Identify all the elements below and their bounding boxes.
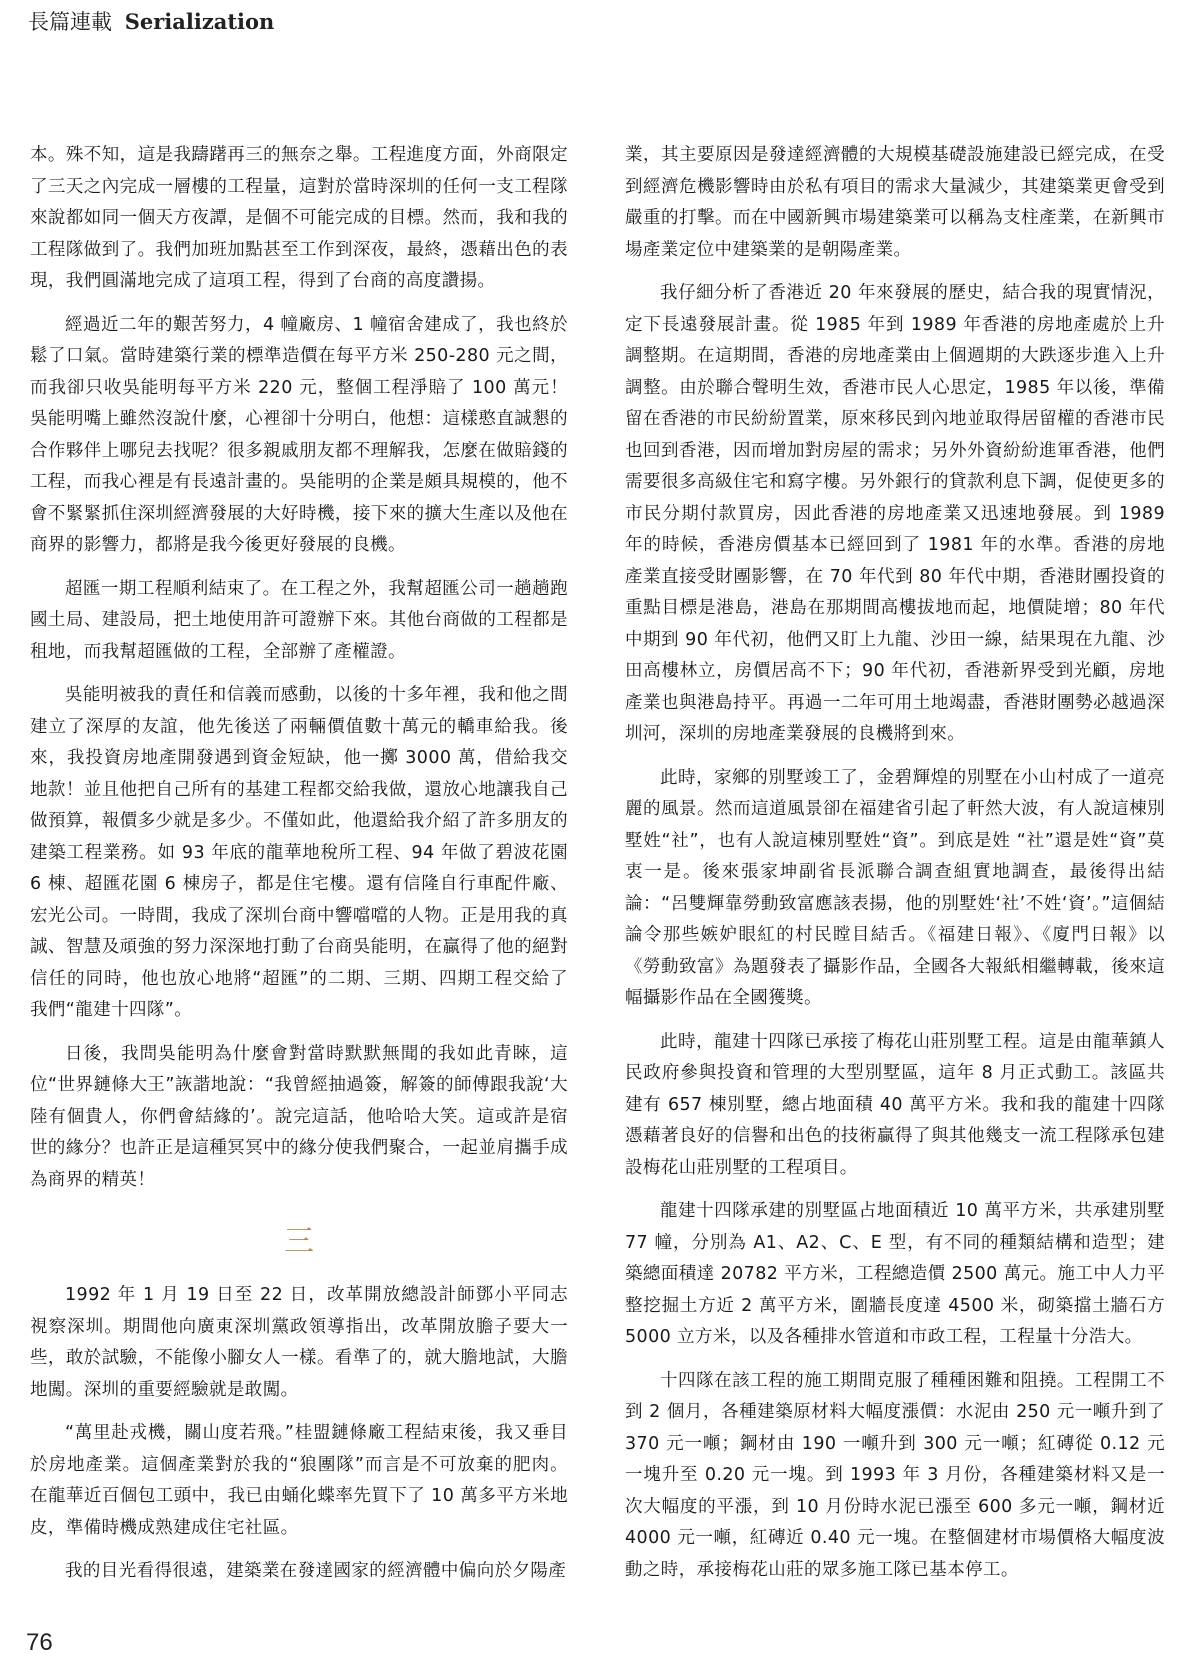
- paragraph: “萬里赴戎機，關山度若飛。”桂盟鏈條廠工程結束後，我又垂目於房地產業。這個產業對於我的“狼團隊”而言是不可放棄的肥肉。在龍華近百個包工頭中，我已由蛹化蝶率先買下了 10 萬多平方米地皮，準備時機成熟建成住宅社區。: [30, 1423, 568, 1538]
- paragraph: 我仔細分析了香港近 20 年來發展的歷史，結合我的現實情況，定下長遠發展計畫。從 1985 年到 1989 年香港的房地產處於上升調整期。在這期間，香港的房地產業由上個週期的大跌逐步進入上升調整。由於聯合聲明生效，香港市民人心思定，1985 年以後，準備留在香港的市民紛紛置業，原來移民到內地並取得居留權的香港市民也回到香港，因而增加對房屋的需求；另外外資紛紛進軍香港，他們需要很多高級住宅和寫字樓。另外銀行的貸款利息下調，促使更多的市民分期付款買房，因此香港的房地產業又迅速地發展。到 1989 年的時候，香港房價基本已經回到了 1981 年的水準。香港的房地產業直接受財團影響，在 70 年代到 80 年代中期，香港財團投資的重點目標是港島，港島在那期間高樓拔地而起，地價陡增；80 年代中期到 90 年代初，他們又盯上九龍、沙田一線，結果現在九龍、沙田高樓林立，房價居高不下；90 年代初，香港新界受到光顧，房地產業也與港島持平。再過一二年可用土地竭盡，香港財團勢必越過深圳河，深圳的房地產業發展的良機將到來。: [625, 283, 1165, 744]
- paragraph: 本。殊不知，這是我躊躇再三的無奈之舉。工程進度方面，外商限定了三天之內完成一層樓的工程量，這對於當時深圳的任何一支工程隊來說都如同一個天方夜譚，是個不可能完成的目標。然而，我和我的工程隊做到了。我們加班加點甚至工作到深夜，最終，憑藉出色的表現，我們圓滿地完成了這項工程，得到了台商的高度讚揚。: [30, 145, 568, 291]
- header-title-en: Serialization: [124, 9, 275, 34]
- paragraph: 業，其主要原因是發達經濟體的大規模基礎設施建設已經完成，在受到經濟危機影響時由於私有項目的需求大量減少，其建築業更會受到嚴重的打擊。而在中國新興市場建築業可以稱為支柱產業，在新興市場產業定位中建築業的是朝陽產業。: [625, 145, 1165, 260]
- header-title-zh: 長篇連載: [28, 10, 112, 34]
- running-header: [28, 8, 274, 36]
- paragraph: 日後，我問吳能明為什麼會對當時默默無聞的我如此青睞，這位“世界鏈條大王”詼諧地說：“我曾經抽過簽，解簽的師傅跟我說‘大陸有個貴人，你們會結緣的’。說完這話，他哈哈大笑。這或許是宿世的緣分？也許正是這種冥冥中的緣分使我們聚合，一起並肩攜手成為商界的精英！: [30, 1043, 568, 1190]
- paragraph: 此時，龍建十四隊已承接了梅花山莊別墅工程。這是由龍華鎮人民政府參與投資和管理的大型別墅區，這年 8 月正式動工。該區共建有 657 棟別墅，總占地面積 40 萬平方米。我和我的龍建十四隊憑藉著良好的信譽和出色的技術贏得了與其他幾支一流工程隊承包建設梅花山莊別墅的工程項目。: [625, 1031, 1165, 1178]
- paragraph: 十四隊在該工程的施工期間克服了種種困難和阻撓。工程開工不到 2 個月，各種建築原材料大幅度漲價：水泥由 250 元一噸升到了 370 元一噸；鋼材由 190 一噸升到 300 元一噸；紅磚從 0.12 元一塊升至 0.20 元一塊。到 1993 年 3 月份，各種建築材料又是一次大幅度的平漲，到 10 月份時水泥已漲至 600 多元一噸，鋼材近 4000 元一噸，紅磚近 0.40 元一塊。在整個建材市場價格大幅度波動之時，承接梅花山莊的眾多施工隊已基本停工。: [625, 1370, 1165, 1580]
- paragraph: 我的目光看得很遠，建築業在發達國家的經濟體中偏向於夕陽產: [65, 1561, 567, 1581]
- section-number: 三: [284, 1224, 314, 1259]
- paragraph: 此時，家鄉的別墅竣工了，金碧輝煌的別墅在小山村成了一道亮麗的風景。然而這道風景卻在福建省引起了軒然大波，有人說這棟別墅姓“社”，也有人說這棟別墅姓“資”。到底是姓 “社”還是姓“資”莫衷一是。後來張家坤副省長派聯合調查組實地調查，最後得出結論：“呂雙輝靠勞動致富應該表揚，他的別墅姓‘社’不姓‘資’。”這個結論令那些嫉妒眼紅的村民瞠目結舌。《福建日報》、《廈門日報》以《勞動致富》為題發表了攝影作品，全國各大報紙相繼轉載，後來這幅攝影作品在全國獲獎。: [625, 767, 1165, 1008]
- paragraph: 超匯一期工程順利結束了。在工程之外，我幫超匯公司一趟趟跑國土局、建設局，把土地使用許可證辦下來。其他台商做的工程都是租地，而我幫超匯做的工程，全部辦了產權證。: [30, 578, 568, 662]
- page-number: 76: [26, 1629, 53, 1656]
- right-column: [625, 140, 1165, 1598]
- left-column: [30, 140, 568, 1600]
- paragraph: 1992 年 1 月 19 日至 22 日，改革開放總設計師鄧小平同志視察深圳。期間他向廣東深圳黨政領導指出，改革開放膽子要大一些，敢於試驗，不能像小腳女人一樣。看準了的，就大膽地試，大膽地闖。深圳的重要經驗就是敢闖。: [30, 1285, 568, 1400]
- paragraph: 經過近二年的艱苦努力，4 幢廠房、1 幢宿舍建成了，我也終於鬆了口氣。當時建築行業的標準造價在每平方米 250-280 元之間，而我卻只收吳能明每平方米 220 元，整個工程淨賠了 100 萬元！吳能明嘴上雖然沒說什麼，心裡卻十分明白，他想：這樣憨直誠懇的合作夥伴上哪兒去找呢？很多親戚朋友都不理解我，怎麼在做賠錢的工程，而我心裡是有長遠計畫的。吳能明的企業是頗具規模的，他不會不緊緊抓住深圳經濟發展的大好時機，接下來的擴大生產以及他在商界的影響力，都將是我今後更好發展的良機。: [30, 314, 568, 555]
- paragraph: 龍建十四隊承建的別墅區占地面積近 10 萬平方米，共承建別墅 77 幢，分別為 A1、A2、C、E 型，有不同的種類結構和造型；建築總面積達 20782 平方米，工程總造價 2500 萬元。施工中人力平整挖掘土方近 2 萬平方米，圍牆長度達 4500 米，砌築擋土牆石方 5000 立方米，以及各種排水管道和市政工程，工程量十分浩大。: [625, 1201, 1165, 1347]
- paragraph: 吳能明被我的責任和信義而感動，以後的十多年裡，我和他之間建立了深厚的友誼，他先後送了兩輛價值數十萬元的轎車給我。後來，我投資房地產開發遇到資金短缺，他一擲 3000 萬，借給我交地款！並且他把自己所有的基建工程都交給我做，還放心地讓我自己做預算，報價多少就是多少。不僅如此，他還給我介紹了許多朋友的建築工程業務。如 93 年底的龍華地稅所工程、94 年做了碧波花園 6 棟、超匯花園 6 棟房子，都是住宅樓。還有信隆自行車配件廠、宏光公司。一時間，我成了深圳台商中響噹噹的人物。正是用我的真誠、智慧及頑強的努力深深地打動了台商吳能明，在贏得了他的絕對信任的同時，他也放心地將“超匯”的二期、三期、四期工程交給了我們“龍建十四隊”。: [30, 685, 568, 1020]
